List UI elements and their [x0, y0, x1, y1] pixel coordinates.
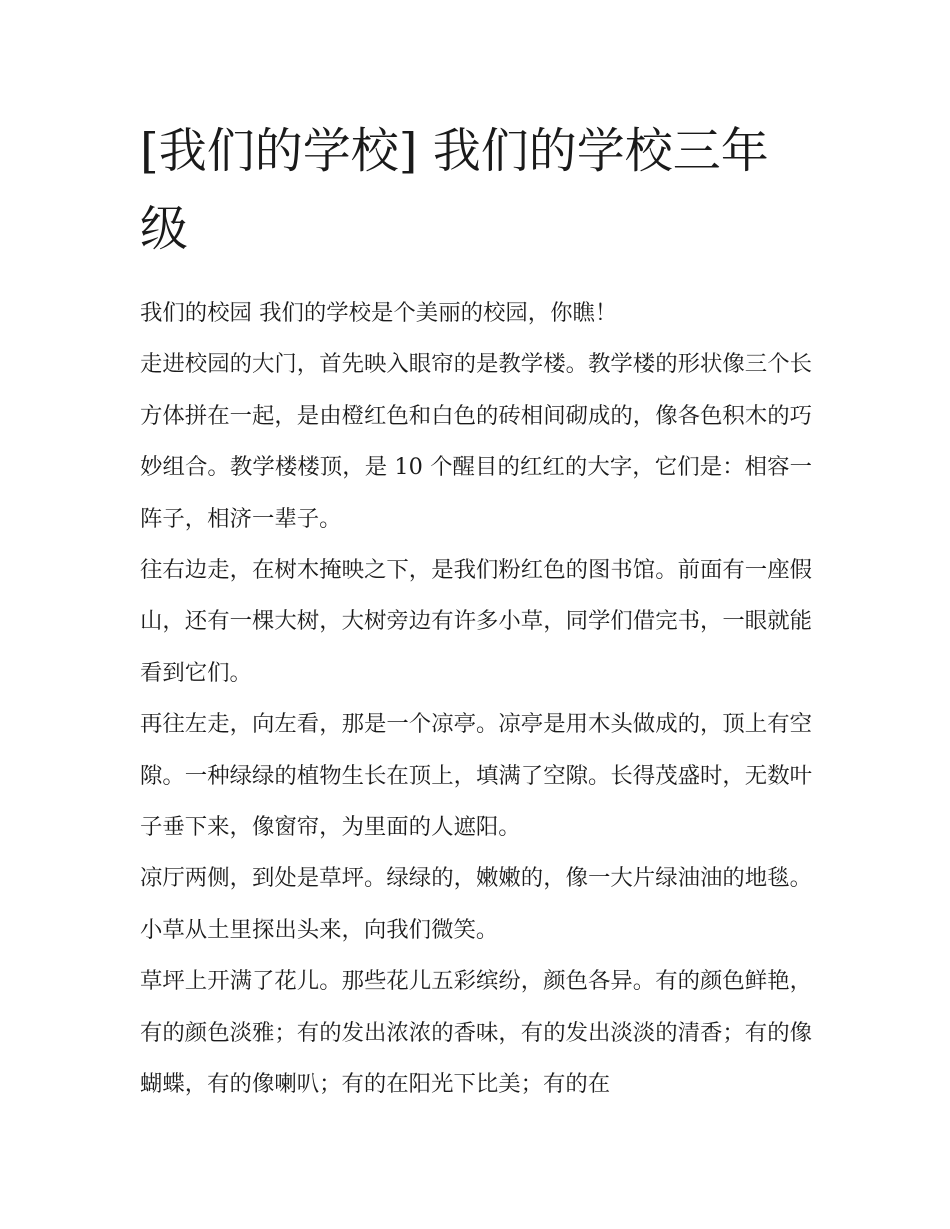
paragraph-flowers: 草坪上开满了花儿。那些花儿五彩缤纷，颜色各异。有的颜色鲜艳，有的颜色淡雅；有的发出浓浓的香味，有的发出淡淡的清香；有的像蝴蝶，有的像喇叭；有的在阳光下比美；有的在 [140, 968, 812, 1098]
document-body [140, 288, 812, 1111]
document-page [140, 112, 812, 1111]
paragraph-teaching-building: 走进校园的大门，首先映入眼帘的是教学楼。教学楼的形状像三个长方体拼在一起，是由橙红色和白色的砖相间砌成的，像各色积木的巧妙组合。教学楼楼顶，是 10 个醒目的红红的大字，它们是：相容一阵子，相济一辈子。 [140, 351, 812, 532]
paragraph-library: 往右边走，在树木掩映之下，是我们粉红色的图书馆。前面有一座假山，还有一棵大树，大树旁边有许多小草，同学们借完书，一眼就能看到它们。 [140, 557, 812, 686]
paragraph-intro: 我们的校园 我们的学校是个美丽的校园，你瞧！ [140, 300, 618, 326]
document-title: [我们的学校] 我们的学校三年级 [140, 123, 769, 257]
paragraph-pavilion: 再往左走，向左看，那是一个凉亭。凉亭是用木头做成的，顶上有空隙。一种绿绿的植物生长在顶上，填满了空隙。长得茂盛时，无数叶子垂下来，像窗帘，为里面的人遮阳。 [140, 711, 812, 841]
paragraph-lawn: 凉厅两侧，到处是草坪。绿绿的，嫩嫩的，像一大片绿油油的地毯。小草从土里探出头来，向我们微笑。 [140, 865, 812, 943]
